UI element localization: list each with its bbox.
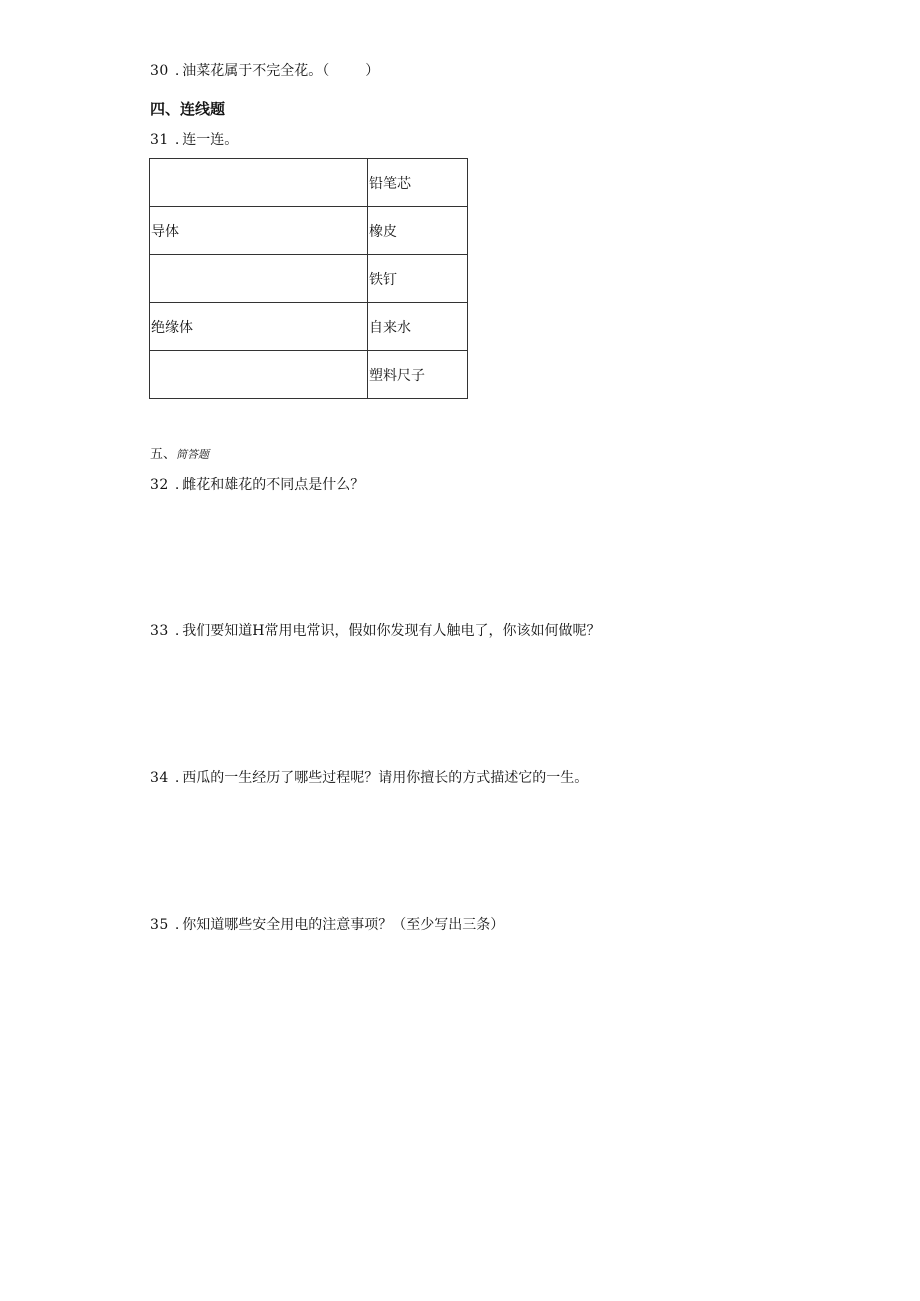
- question-number: 33: [150, 623, 169, 639]
- table-cell-left: [150, 159, 368, 207]
- section-title-text: 简答题: [176, 448, 210, 461]
- table-cell-left: [150, 351, 368, 399]
- question-number: 31: [150, 132, 169, 148]
- question-text: 我们要知道H常用电常识，假如你发现有人触电了，你该如何做呢？: [182, 623, 601, 639]
- table-cell-right: 自来水: [368, 303, 468, 351]
- question-34: [150, 769, 588, 787]
- table-cell-right: 铁钉: [368, 255, 468, 303]
- question-31: [150, 131, 238, 149]
- question-33: [150, 622, 601, 640]
- question-32: [150, 476, 364, 494]
- table-cell-left: [150, 255, 368, 303]
- question-text: 雌花和雄花的不同点是什么？: [182, 477, 365, 493]
- question-separator: .: [174, 132, 180, 148]
- table-cell-left: 导体: [150, 207, 368, 255]
- matching-table: [149, 158, 468, 399]
- question-separator: .: [174, 917, 180, 933]
- question-number: 34: [150, 770, 169, 786]
- question-separator: .: [174, 63, 180, 79]
- section-prefix: 五、: [150, 447, 177, 462]
- question-number: 35: [150, 917, 169, 933]
- table-cell-right: 铅笔芯: [368, 159, 468, 207]
- section-title-short-answer: [150, 446, 209, 464]
- question-paren-close: ）: [365, 63, 380, 79]
- question-text: 你知道哪些安全用电的注意事项？（至少写出三条）: [182, 917, 505, 933]
- question-number: 30: [150, 63, 169, 79]
- question-text: 连一连。: [182, 132, 239, 148]
- table-row: [150, 351, 468, 399]
- table-row: [150, 159, 468, 207]
- table-row: [150, 255, 468, 303]
- question-separator: .: [174, 477, 180, 493]
- question-text: 油菜花属于不完全花。（: [182, 63, 330, 79]
- table-cell-left: 绝缘体: [150, 303, 368, 351]
- question-30: [150, 62, 379, 80]
- table-row: [150, 303, 468, 351]
- question-number: 32: [150, 477, 169, 493]
- table-cell-right: 塑料尺子: [368, 351, 468, 399]
- section-title-matching: 四、连线题: [150, 100, 226, 118]
- table-cell-right: 橡皮: [368, 207, 468, 255]
- question-text: 西瓜的一生经历了哪些过程呢？请用你擅长的方式描述它的一生。: [182, 770, 589, 786]
- table-row: [150, 207, 468, 255]
- question-separator: .: [174, 623, 180, 639]
- question-35: [150, 916, 504, 934]
- question-separator: .: [174, 770, 180, 786]
